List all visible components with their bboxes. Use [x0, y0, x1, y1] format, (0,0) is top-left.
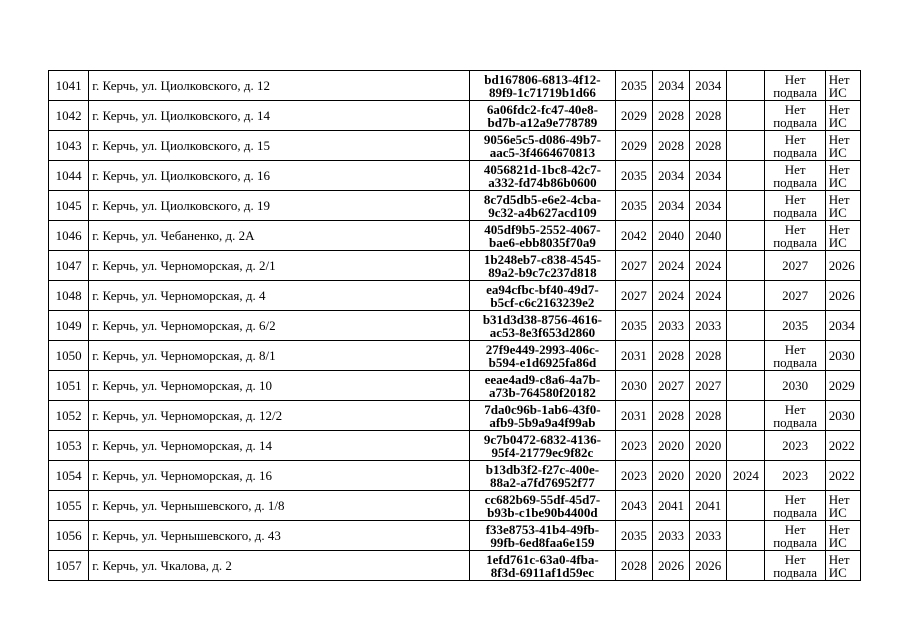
basement-cell [765, 101, 825, 131]
house-guid-line-2: 99fb-6ed8faa6e159 [490, 534, 595, 550]
system-cell-line-1: 2026 [828, 288, 855, 303]
basement-cell-line-2: подвала [773, 354, 818, 370]
system-cell [825, 491, 860, 521]
house-guid-line-2: 88a2-a7fd76952f77 [490, 474, 595, 490]
system-cell-line-1: Нет [828, 71, 850, 87]
house-guid-line-2: 9c32-a4b627acd109 [488, 204, 597, 220]
address-cell: г. Керчь, ул. Чернышевского, д. 43 [89, 521, 470, 551]
year-cell-2: 2040 [652, 221, 689, 251]
address-cell: г. Керчь, ул. Черноморская, д. 12/2 [89, 401, 470, 431]
house-guid-line-1: bd167806-6813-4f12- [484, 71, 601, 87]
system-cell-line-2: ИС [828, 84, 847, 100]
year-cell-4 [727, 71, 765, 101]
house-guid-line-2: a73b-764580f20182 [488, 384, 596, 400]
basement-cell-line-1: 2030 [782, 378, 809, 393]
house-guid-line-2: ac53-8e3f653d2860 [489, 324, 596, 340]
house-guid-line-2: bd7b-a12a9e778789 [487, 114, 598, 130]
house-guid [470, 401, 616, 431]
basement-cell-line-1: Нет [784, 161, 806, 177]
year-cell-4 [727, 191, 765, 221]
house-guid-line-1: eeae4ad9-c8a6-4a7b- [484, 371, 601, 387]
system-cell [825, 521, 860, 551]
year-cell-1: 2027 [615, 251, 652, 281]
house-guid-line-2: b594-e1d6925fa86d [488, 354, 597, 370]
year-cell-4 [727, 251, 765, 281]
address-cell: г. Керчь, ул. Черноморская, д. 2/1 [89, 251, 470, 281]
year-cell-2: 2024 [652, 281, 689, 311]
basement-cell-line-2: подвала [773, 414, 818, 430]
year-cell-1: 2023 [615, 461, 652, 491]
house-guid-line-1: 7da0c96b-1ab6-43f0- [484, 401, 601, 417]
row-number: 1050 [49, 341, 89, 371]
address-cell: г. Керчь, ул. Циолковского, д. 12 [89, 71, 470, 101]
system-cell [825, 551, 860, 581]
table-row [49, 461, 861, 491]
basement-cell-line-2: подвала [773, 534, 818, 550]
table-row [49, 221, 861, 251]
basement-cell [765, 191, 825, 221]
basement-cell-line-2: подвала [773, 84, 818, 100]
system-cell-line-1: 2022 [828, 438, 855, 453]
address-cell: г. Керчь, ул. Циолковского, д. 16 [89, 161, 470, 191]
row-number: 1053 [49, 431, 89, 461]
year-cell-3: 2034 [690, 71, 727, 101]
table-row [49, 251, 861, 281]
address-cell: г. Керчь, ул. Черноморская, д. 10 [89, 371, 470, 401]
basement-cell [765, 371, 825, 401]
system-cell-line-1: Нет [828, 101, 850, 117]
house-guid-line-2: a332-fd74b86b0600 [488, 174, 597, 190]
house-guid [470, 551, 616, 581]
row-number: 1043 [49, 131, 89, 161]
year-cell-4 [727, 311, 765, 341]
table-body [49, 71, 861, 581]
row-number: 1048 [49, 281, 89, 311]
basement-cell-line-1: Нет [784, 551, 806, 567]
system-cell [825, 371, 860, 401]
year-cell-4 [727, 491, 765, 521]
house-guid-line-2: 89f9-1c71719b1d66 [488, 84, 596, 100]
system-cell [825, 431, 860, 461]
table-row [49, 551, 861, 581]
row-number: 1056 [49, 521, 89, 551]
address-cell: г. Керчь, ул. Чернышевского, д. 1/8 [89, 491, 470, 521]
house-guid-line-2: afb9-5b9a9a4f99ab [489, 414, 596, 430]
house-guid [470, 371, 616, 401]
basement-cell-line-2: подвала [773, 204, 818, 220]
table-row [49, 401, 861, 431]
basement-cell [765, 401, 825, 431]
system-cell [825, 71, 860, 101]
year-cell-2: 2033 [652, 521, 689, 551]
basement-cell [765, 551, 825, 581]
system-cell-line-1: Нет [828, 131, 850, 147]
year-cell-1: 2031 [615, 341, 652, 371]
year-cell-3: 2027 [690, 371, 727, 401]
year-cell-1: 2042 [615, 221, 652, 251]
basement-cell-line-1: Нет [784, 191, 806, 207]
year-cell-3: 2028 [690, 131, 727, 161]
system-cell-line-2: ИС [828, 174, 847, 190]
row-number: 1042 [49, 101, 89, 131]
basement-cell [765, 281, 825, 311]
system-cell-line-1: 2030 [828, 408, 855, 423]
system-cell [825, 251, 860, 281]
house-guid-line-2: 95f4-21779ec9f82c [491, 444, 594, 460]
house-guid [470, 221, 616, 251]
system-cell [825, 221, 860, 251]
address-cell: г. Керчь, ул. Черноморская, д. 16 [89, 461, 470, 491]
basement-cell-line-2: подвала [773, 564, 818, 580]
basement-cell [765, 221, 825, 251]
year-cell-1: 2023 [615, 431, 652, 461]
house-guid-line-2: b5cf-c6c2163239e2 [490, 294, 595, 310]
year-cell-3: 2040 [690, 221, 727, 251]
house-guid-line-2: aac5-3f4664670813 [489, 144, 596, 160]
year-cell-2: 2028 [652, 341, 689, 371]
table-row [49, 281, 861, 311]
house-guid-line-2: 89a2-b9c7c237d818 [488, 264, 597, 280]
year-cell-2: 2027 [652, 371, 689, 401]
house-guid-line-1: b13db3f2-f27c-400e- [485, 461, 600, 477]
house-guid-line-1: 9c7b0472-6832-4136- [483, 431, 601, 447]
year-cell-3: 2020 [690, 431, 727, 461]
year-cell-2: 2020 [652, 431, 689, 461]
address-cell: г. Керчь, ул. Черноморская, д. 14 [89, 431, 470, 461]
house-guid [470, 431, 616, 461]
table-row [49, 521, 861, 551]
system-cell-line-1: 2034 [828, 318, 855, 333]
system-cell-line-1: Нет [828, 191, 850, 207]
year-cell-4 [727, 431, 765, 461]
basement-cell-line-1: Нет [784, 221, 806, 237]
house-guid [470, 521, 616, 551]
year-cell-2: 2028 [652, 401, 689, 431]
row-number: 1041 [49, 71, 89, 101]
house-guid-line-1: 405df9b5-2552-4067- [484, 221, 601, 237]
year-cell-1: 2035 [615, 311, 652, 341]
house-guid-line-1: 27f9e449-2993-406c- [485, 341, 600, 357]
system-cell-line-1: Нет [828, 221, 850, 237]
year-cell-1: 2030 [615, 371, 652, 401]
year-cell-4 [727, 221, 765, 251]
row-number: 1057 [49, 551, 89, 581]
basement-cell [765, 461, 825, 491]
table-row [49, 371, 861, 401]
system-cell-line-1: 2030 [828, 348, 855, 363]
basement-cell-line-1: 2035 [782, 318, 809, 333]
address-cell: г. Керчь, ул. Циолковского, д. 15 [89, 131, 470, 161]
year-cell-4 [727, 371, 765, 401]
system-cell [825, 161, 860, 191]
house-guid-line-2: bae6-ebb8035f70a9 [488, 234, 596, 250]
basement-cell-line-1: Нет [784, 71, 806, 87]
year-cell-1: 2029 [615, 101, 652, 131]
house-guid-line-1: f33e8753-41b4-49fb- [485, 521, 600, 537]
basement-cell [765, 491, 825, 521]
basement-cell-line-1: Нет [784, 491, 806, 507]
year-cell-2: 2034 [652, 71, 689, 101]
house-guid [470, 281, 616, 311]
row-number: 1049 [49, 311, 89, 341]
year-cell-3: 2026 [690, 551, 727, 581]
house-guid [470, 251, 616, 281]
system-cell-line-2: ИС [828, 534, 847, 550]
year-cell-4 [727, 551, 765, 581]
system-cell [825, 401, 860, 431]
basement-cell-line-1: 2027 [782, 288, 809, 303]
basement-cell-line-1: 2023 [782, 438, 809, 453]
year-cell-3: 2034 [690, 191, 727, 221]
basement-cell [765, 131, 825, 161]
year-cell-4 [727, 281, 765, 311]
year-cell-1: 2029 [615, 131, 652, 161]
year-cell-2: 2034 [652, 161, 689, 191]
row-number: 1045 [49, 191, 89, 221]
system-cell-line-1: 2022 [828, 468, 855, 483]
system-cell-line-2: ИС [828, 204, 847, 220]
basement-cell [765, 161, 825, 191]
year-cell-3: 2034 [690, 161, 727, 191]
row-number: 1055 [49, 491, 89, 521]
table-row [49, 191, 861, 221]
table-row [49, 131, 861, 161]
year-cell-3: 2028 [690, 401, 727, 431]
basement-cell [765, 341, 825, 371]
year-cell-3: 2020 [690, 461, 727, 491]
system-cell [825, 341, 860, 371]
basement-cell-line-1: Нет [784, 521, 806, 537]
year-cell-1: 2035 [615, 521, 652, 551]
house-guid-line-1: ea94cfbc-bf40-49d7- [486, 281, 599, 297]
year-cell-3: 2033 [690, 521, 727, 551]
address-cell: г. Керчь, ул. Черноморская, д. 4 [89, 281, 470, 311]
house-guid [470, 191, 616, 221]
year-cell-2: 2041 [652, 491, 689, 521]
system-cell-line-1: Нет [828, 521, 850, 537]
house-guid-line-1: 1b248eb7-c838-4545- [483, 251, 601, 267]
row-number: 1054 [49, 461, 89, 491]
table-row [49, 311, 861, 341]
year-cell-4: 2024 [727, 461, 765, 491]
housing-registry-table [48, 70, 861, 581]
house-guid-line-1: b31d3d38-8756-4616- [482, 311, 602, 327]
row-number: 1044 [49, 161, 89, 191]
year-cell-1: 2035 [615, 191, 652, 221]
year-cell-4 [727, 131, 765, 161]
year-cell-3: 2033 [690, 311, 727, 341]
year-cell-1: 2035 [615, 71, 652, 101]
year-cell-4 [727, 101, 765, 131]
table-row [49, 341, 861, 371]
system-cell-line-1: Нет [828, 161, 850, 177]
year-cell-2: 2033 [652, 311, 689, 341]
house-guid-line-1: 8c7d5db5-e6e2-4cba- [483, 191, 601, 207]
system-cell [825, 131, 860, 161]
system-cell-line-2: ИС [828, 144, 847, 160]
basement-cell-line-1: Нет [784, 101, 806, 117]
address-cell: г. Керчь, ул. Чебаненко, д. 2А [89, 221, 470, 251]
basement-cell-line-1: 2027 [782, 258, 809, 273]
address-cell: г. Керчь, ул. Черноморская, д. 8/1 [89, 341, 470, 371]
house-guid-line-1: 9056e5c5-d086-49b7- [483, 131, 601, 147]
basement-cell [765, 431, 825, 461]
year-cell-1: 2028 [615, 551, 652, 581]
address-cell: г. Керчь, ул. Черноморская, д. 6/2 [89, 311, 470, 341]
table-row [49, 491, 861, 521]
address-cell: г. Керчь, ул. Чкалова, д. 2 [89, 551, 470, 581]
basement-cell-line-2: подвала [773, 504, 818, 520]
year-cell-4 [727, 341, 765, 371]
address-cell: г. Керчь, ул. Циолковского, д. 14 [89, 101, 470, 131]
basement-cell-line-2: подвала [773, 144, 818, 160]
year-cell-2: 2028 [652, 131, 689, 161]
house-guid-line-1: 1efd761c-63a0-4fba- [486, 551, 599, 567]
system-cell [825, 191, 860, 221]
system-cell-line-1: Нет [828, 551, 850, 567]
year-cell-3: 2028 [690, 101, 727, 131]
house-guid [470, 131, 616, 161]
basement-cell-line-2: подвала [773, 234, 818, 250]
year-cell-2: 2028 [652, 101, 689, 131]
system-cell-line-2: ИС [828, 504, 847, 520]
basement-cell [765, 71, 825, 101]
year-cell-3: 2028 [690, 341, 727, 371]
house-guid-line-1: cc682b69-55df-45d7- [484, 491, 601, 507]
basement-cell [765, 521, 825, 551]
house-guid [470, 101, 616, 131]
basement-cell-line-2: подвала [773, 114, 818, 130]
house-guid [470, 161, 616, 191]
basement-cell-line-1: Нет [784, 341, 806, 357]
basement-cell [765, 311, 825, 341]
house-guid-line-1: 6a06fdc2-fc47-40e8- [486, 101, 598, 117]
house-guid [470, 341, 616, 371]
row-number: 1052 [49, 401, 89, 431]
year-cell-3: 2041 [690, 491, 727, 521]
year-cell-2: 2026 [652, 551, 689, 581]
year-cell-1: 2043 [615, 491, 652, 521]
year-cell-1: 2027 [615, 281, 652, 311]
house-guid-line-1: 4056821d-1bc8-42c7- [483, 161, 601, 177]
year-cell-3: 2024 [690, 281, 727, 311]
house-guid-line-2: 8f3d-6911af1d59ec [490, 564, 595, 580]
system-cell-line-2: ИС [828, 114, 847, 130]
basement-cell-line-2: подвала [773, 174, 818, 190]
year-cell-2: 2034 [652, 191, 689, 221]
basement-cell-line-1: 2023 [782, 468, 809, 483]
table-row [49, 71, 861, 101]
year-cell-4 [727, 401, 765, 431]
system-cell [825, 101, 860, 131]
year-cell-4 [727, 161, 765, 191]
system-cell-line-2: ИС [828, 234, 847, 250]
basement-cell-line-1: Нет [784, 401, 806, 417]
year-cell-2: 2020 [652, 461, 689, 491]
year-cell-1: 2031 [615, 401, 652, 431]
system-cell [825, 461, 860, 491]
address-cell: г. Керчь, ул. Циолковского, д. 19 [89, 191, 470, 221]
basement-cell [765, 251, 825, 281]
house-guid-line-2: b93b-c1be90b4400d [487, 504, 598, 520]
year-cell-3: 2024 [690, 251, 727, 281]
house-guid [470, 311, 616, 341]
table-row [49, 101, 861, 131]
house-guid [470, 461, 616, 491]
system-cell-line-1: Нет [828, 491, 850, 507]
row-number: 1047 [49, 251, 89, 281]
system-cell [825, 311, 860, 341]
system-cell-line-1: 2026 [828, 258, 855, 273]
house-guid [470, 71, 616, 101]
system-cell-line-1: 2029 [828, 378, 855, 393]
system-cell [825, 281, 860, 311]
system-cell-line-2: ИС [828, 564, 847, 580]
year-cell-4 [727, 521, 765, 551]
row-number: 1051 [49, 371, 89, 401]
year-cell-2: 2024 [652, 251, 689, 281]
table-row [49, 431, 861, 461]
basement-cell-line-1: Нет [784, 131, 806, 147]
row-number: 1046 [49, 221, 89, 251]
table-row [49, 161, 861, 191]
year-cell-1: 2035 [615, 161, 652, 191]
house-guid [470, 491, 616, 521]
